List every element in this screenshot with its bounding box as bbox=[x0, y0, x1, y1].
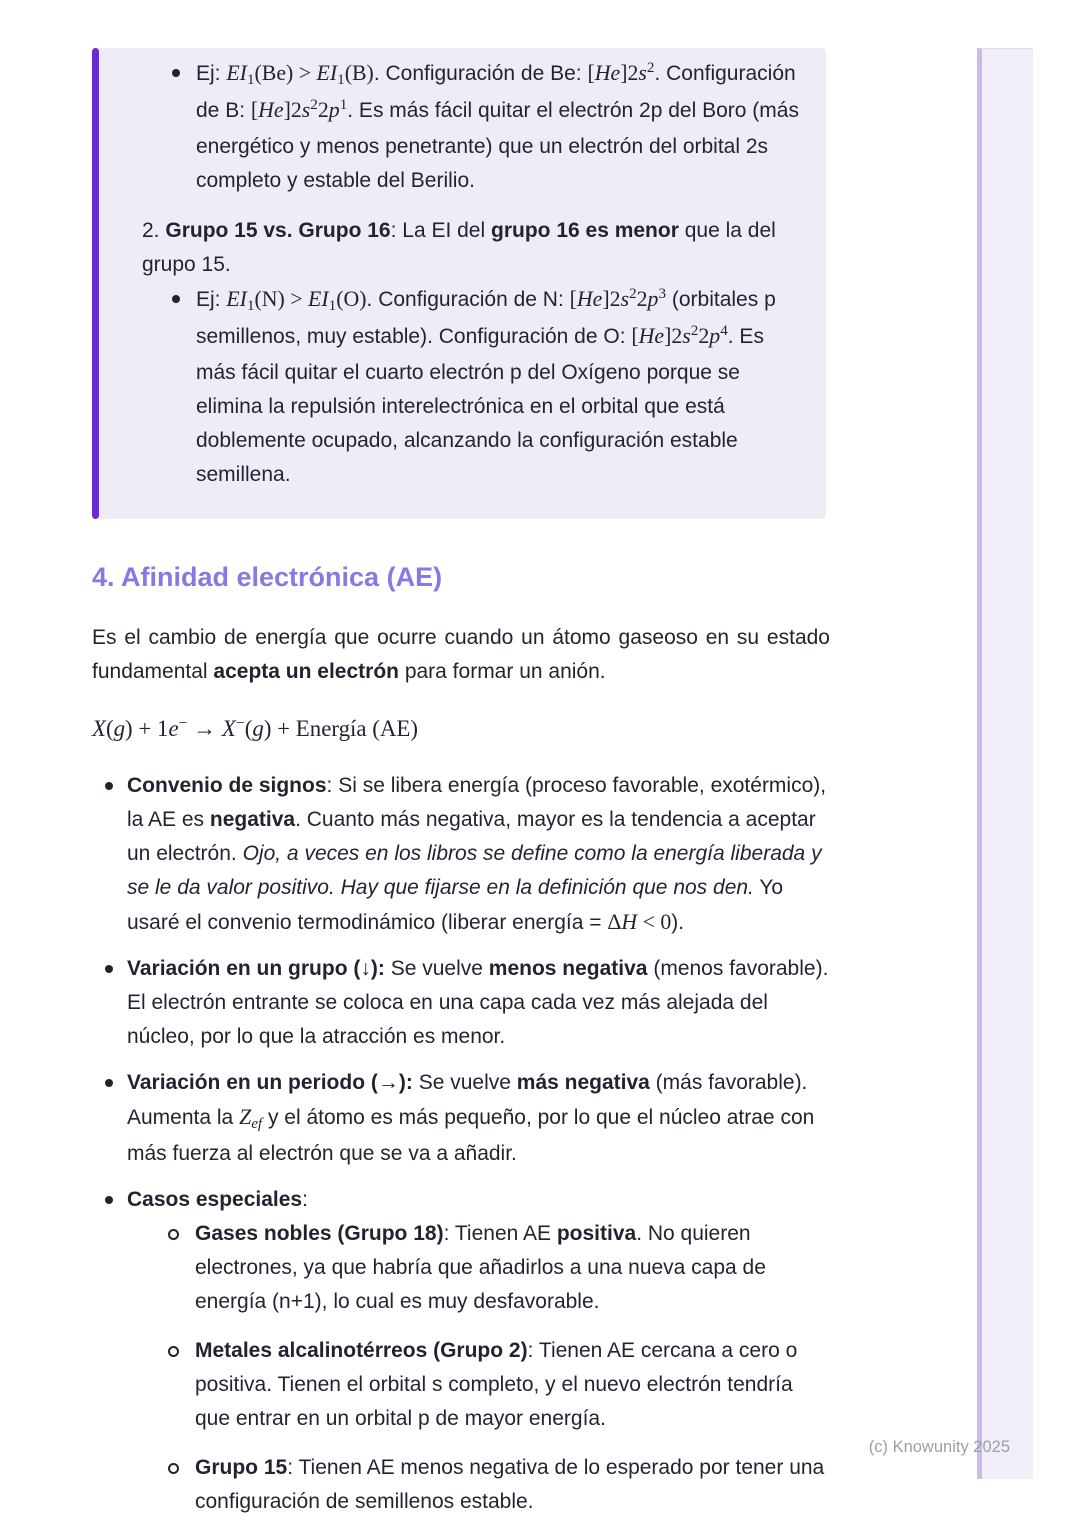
list-item-text: Variación en un periodo (→): Se vuelve más negativa (más favorable). Aumenta la Zef y el átomo es más pequeño, por lo que el núcleo atrae con más fuerza al electrón que se va a añadir. bbox=[127, 1071, 815, 1165]
list-item-sign-convention bbox=[92, 769, 830, 940]
electron-affinity-formula: X(g) + 1e− → X−(g) + Energía (AE) bbox=[92, 715, 418, 741]
list-item-text: Casos especiales: bbox=[127, 1188, 308, 1211]
special-cases-sublist bbox=[162, 1217, 830, 1519]
intro-paragraph: Es el cambio de energía que ocurre cuando un átomo gaseoso en su estado fundamental acepta un electrón para formar un anión. bbox=[92, 626, 830, 683]
sub-item-alkaline-earth-metals bbox=[162, 1334, 830, 1436]
section-heading: 4. Afinidad electrónica (AE) bbox=[92, 562, 443, 592]
bullet-list bbox=[92, 769, 830, 1519]
callout-sub-bullet-item bbox=[99, 282, 826, 492]
sub-item-text: Grupo 15: Tienen AE menos negativa de lo esperado por tener una configuración de semillenos estable. bbox=[195, 1456, 825, 1513]
callout-numbered-text: 2. Grupo 15 vs. Grupo 16: La EI del grupo 16 es menor que la del grupo 15. bbox=[142, 219, 776, 276]
sub-item-noble-gases bbox=[162, 1217, 830, 1319]
list-item-period-variation bbox=[92, 1066, 830, 1171]
callout-accent-bar bbox=[92, 48, 99, 519]
sub-item-text: Metales alcalinotérreos (Grupo 2): Tienen AE cercana a cero o positiva. Tienen el orbital s completo, y el nuevo electrón tendría que entrar en un orbital p de mayor energía. bbox=[195, 1339, 798, 1430]
callout-bullet-text: Ej: EI1(Be) > EI1(B). Configuración de Be: $[He]2s^2$. Configuración de B: $[He]2s^22p^1$. Es más fácil quitar el electrón 2p del Boro (más energético y menos penetrante) que un electrón del orbital 2s completo y estable del Berilio. bbox=[196, 60, 799, 192]
sub-item-group-15 bbox=[162, 1451, 830, 1519]
list-item-text: Variación en un grupo (↓): Se vuelve menos negativa (menos favorable). El electrón entrante se coloca en una capa cada vez más alejada del núcleo, por lo que la atracción es menor. bbox=[127, 957, 829, 1048]
list-item-special-cases bbox=[92, 1183, 830, 1519]
callout-sub-bullet-text: Ej: EI1(N) > EI1(O). Configuración de N: $[He]2s^22p^3$ (orbitales p semillenos, muy estable). Configuración de O: $[He]2s^22p^4$. Es más fácil quitar el cuarto electrón p del Oxígeno porque se elimina la repulsión interelectrónica en el orbital que está doblemente ocupado, alcanzando la configuración estable semillena. bbox=[196, 286, 776, 486]
callout-numbered-item bbox=[99, 214, 826, 282]
callout-bullet-item bbox=[99, 56, 826, 198]
list-item-text: Convenio de signos: Si se libera energía (proceso favorable, exotérmico), la AE es negativa. Cuanto más negativa, mayor es la tendencia a aceptar un electrón. Ojo, a veces en los libros se define como la energía liberada y se le da valor positivo. Hay que fijarse en la definición que nos den. Yo usaré el convenio termodinámico (liberar energía = ΔH < 0). bbox=[127, 774, 827, 934]
page-content bbox=[92, 48, 830, 1528]
copyright-notice: (c) Knowunity 2025 bbox=[868, 1438, 1010, 1456]
list-item-group-variation bbox=[92, 952, 830, 1054]
sub-item-text: Gases nobles (Grupo 18): Tienen AE positiva. No quieren electrones, ya que habría que añadirlos a una nueva capa de energía (n+1), lo cual es muy desfavorable. bbox=[195, 1222, 766, 1313]
next-page-edge[interactable] bbox=[977, 48, 1033, 1479]
callout-box bbox=[92, 48, 826, 519]
